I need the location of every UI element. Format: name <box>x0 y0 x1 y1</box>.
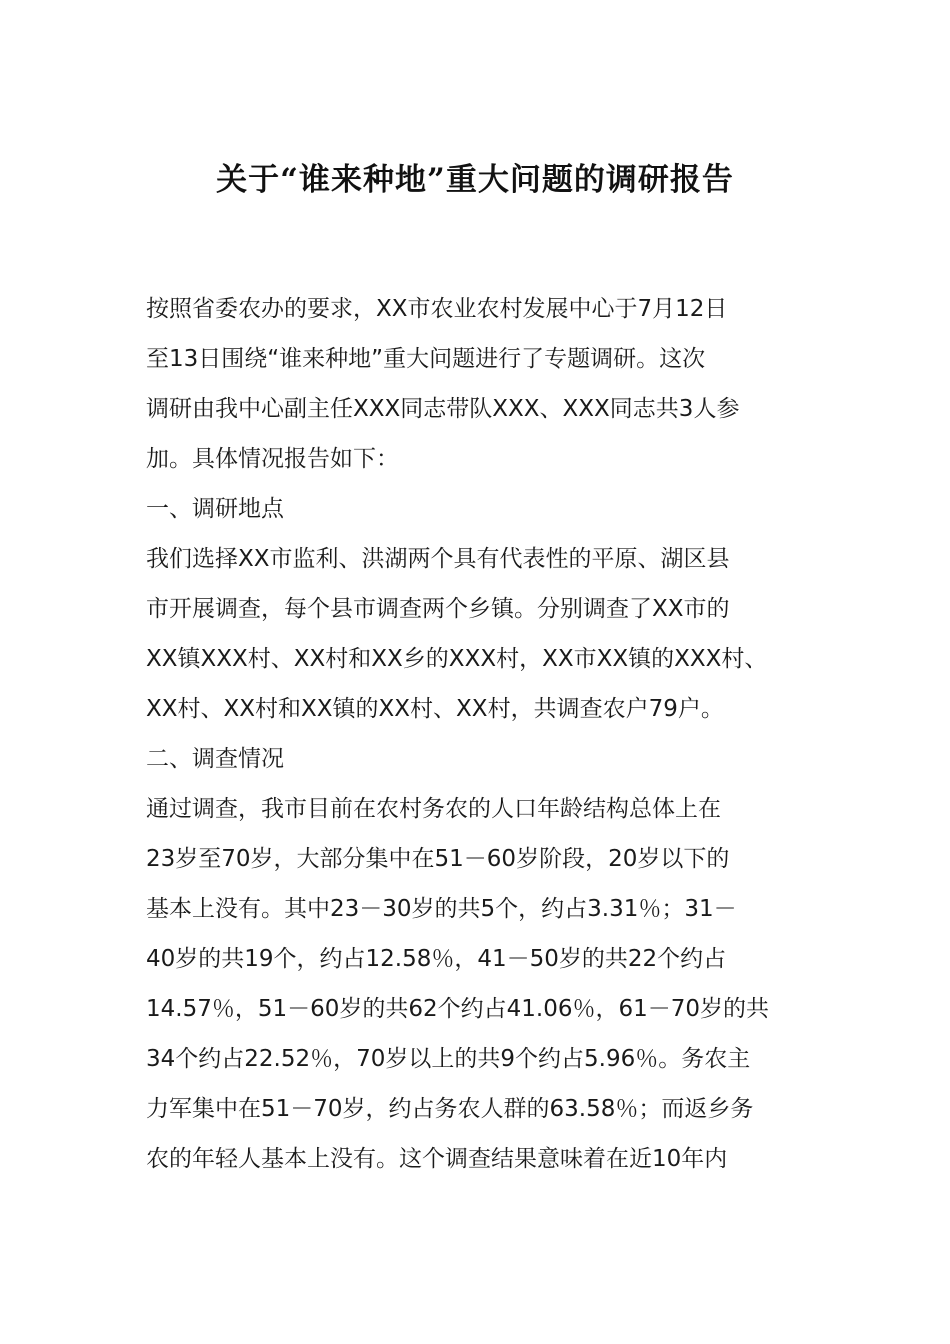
body-line-11: 通过调查，我市目前在农村务农的人口年龄结构总体上在 <box>146 796 721 822</box>
body-line-3: 调研由我中心副主任XXX同志带队XXX、XXX同志共3人参 <box>146 396 740 422</box>
body-line-13: 基本上没有。其中23－30岁的共5个，约占3.31％；31－ <box>146 896 737 922</box>
document-body <box>146 284 846 1184</box>
body-line-16: 34个约占22.52％，70岁以上的共9个约占5.96％。务农主 <box>146 1046 751 1072</box>
body-line-2: 至13日围绕“谁来种地”重大问题进行了专题调研。这次 <box>146 346 706 372</box>
body-line-8: XX镇XXX村、XX村和XX乡的XXX村，XX市XX镇的XXX村、 <box>146 646 768 672</box>
body-line-12: 23岁至70岁，大部分集中在51－60岁阶段，20岁以下的 <box>146 846 730 872</box>
body-line-18: 农的年轻人基本上没有。这个调查结果意味着在近10年内 <box>146 1146 728 1172</box>
document-title: 关于“谁来种地”重大问题的调研报告 <box>216 162 734 198</box>
body-line-14: 40岁的共19个，约占12.58％，41－50岁的共22个约占 <box>146 946 727 972</box>
body-line-1: 按照省委农办的要求，XX市农业农村发展中心于7月12日 <box>146 296 728 322</box>
body-line-9: XX村、XX村和XX镇的XX村、XX村，共调查农户79户。 <box>146 696 724 722</box>
body-line-15: 14.57％，51－60岁的共62个约占41.06％，61－70岁的共 <box>146 996 770 1022</box>
body-line-17: 力军集中在51－70岁，约占务农人群的63.58％；而返乡务 <box>146 1096 754 1122</box>
body-line-4: 加。具体情况报告如下： <box>146 446 399 472</box>
section-heading-2: 二、调查情况 <box>146 746 284 772</box>
section-heading-1: 一、调研地点 <box>146 496 284 522</box>
body-line-6: 我们选择XX市监利、洪湖两个具有代表性的平原、湖区县 <box>146 546 730 572</box>
body-line-7: 市开展调查，每个县市调查两个乡镇。分别调查了XX市的 <box>146 596 730 622</box>
